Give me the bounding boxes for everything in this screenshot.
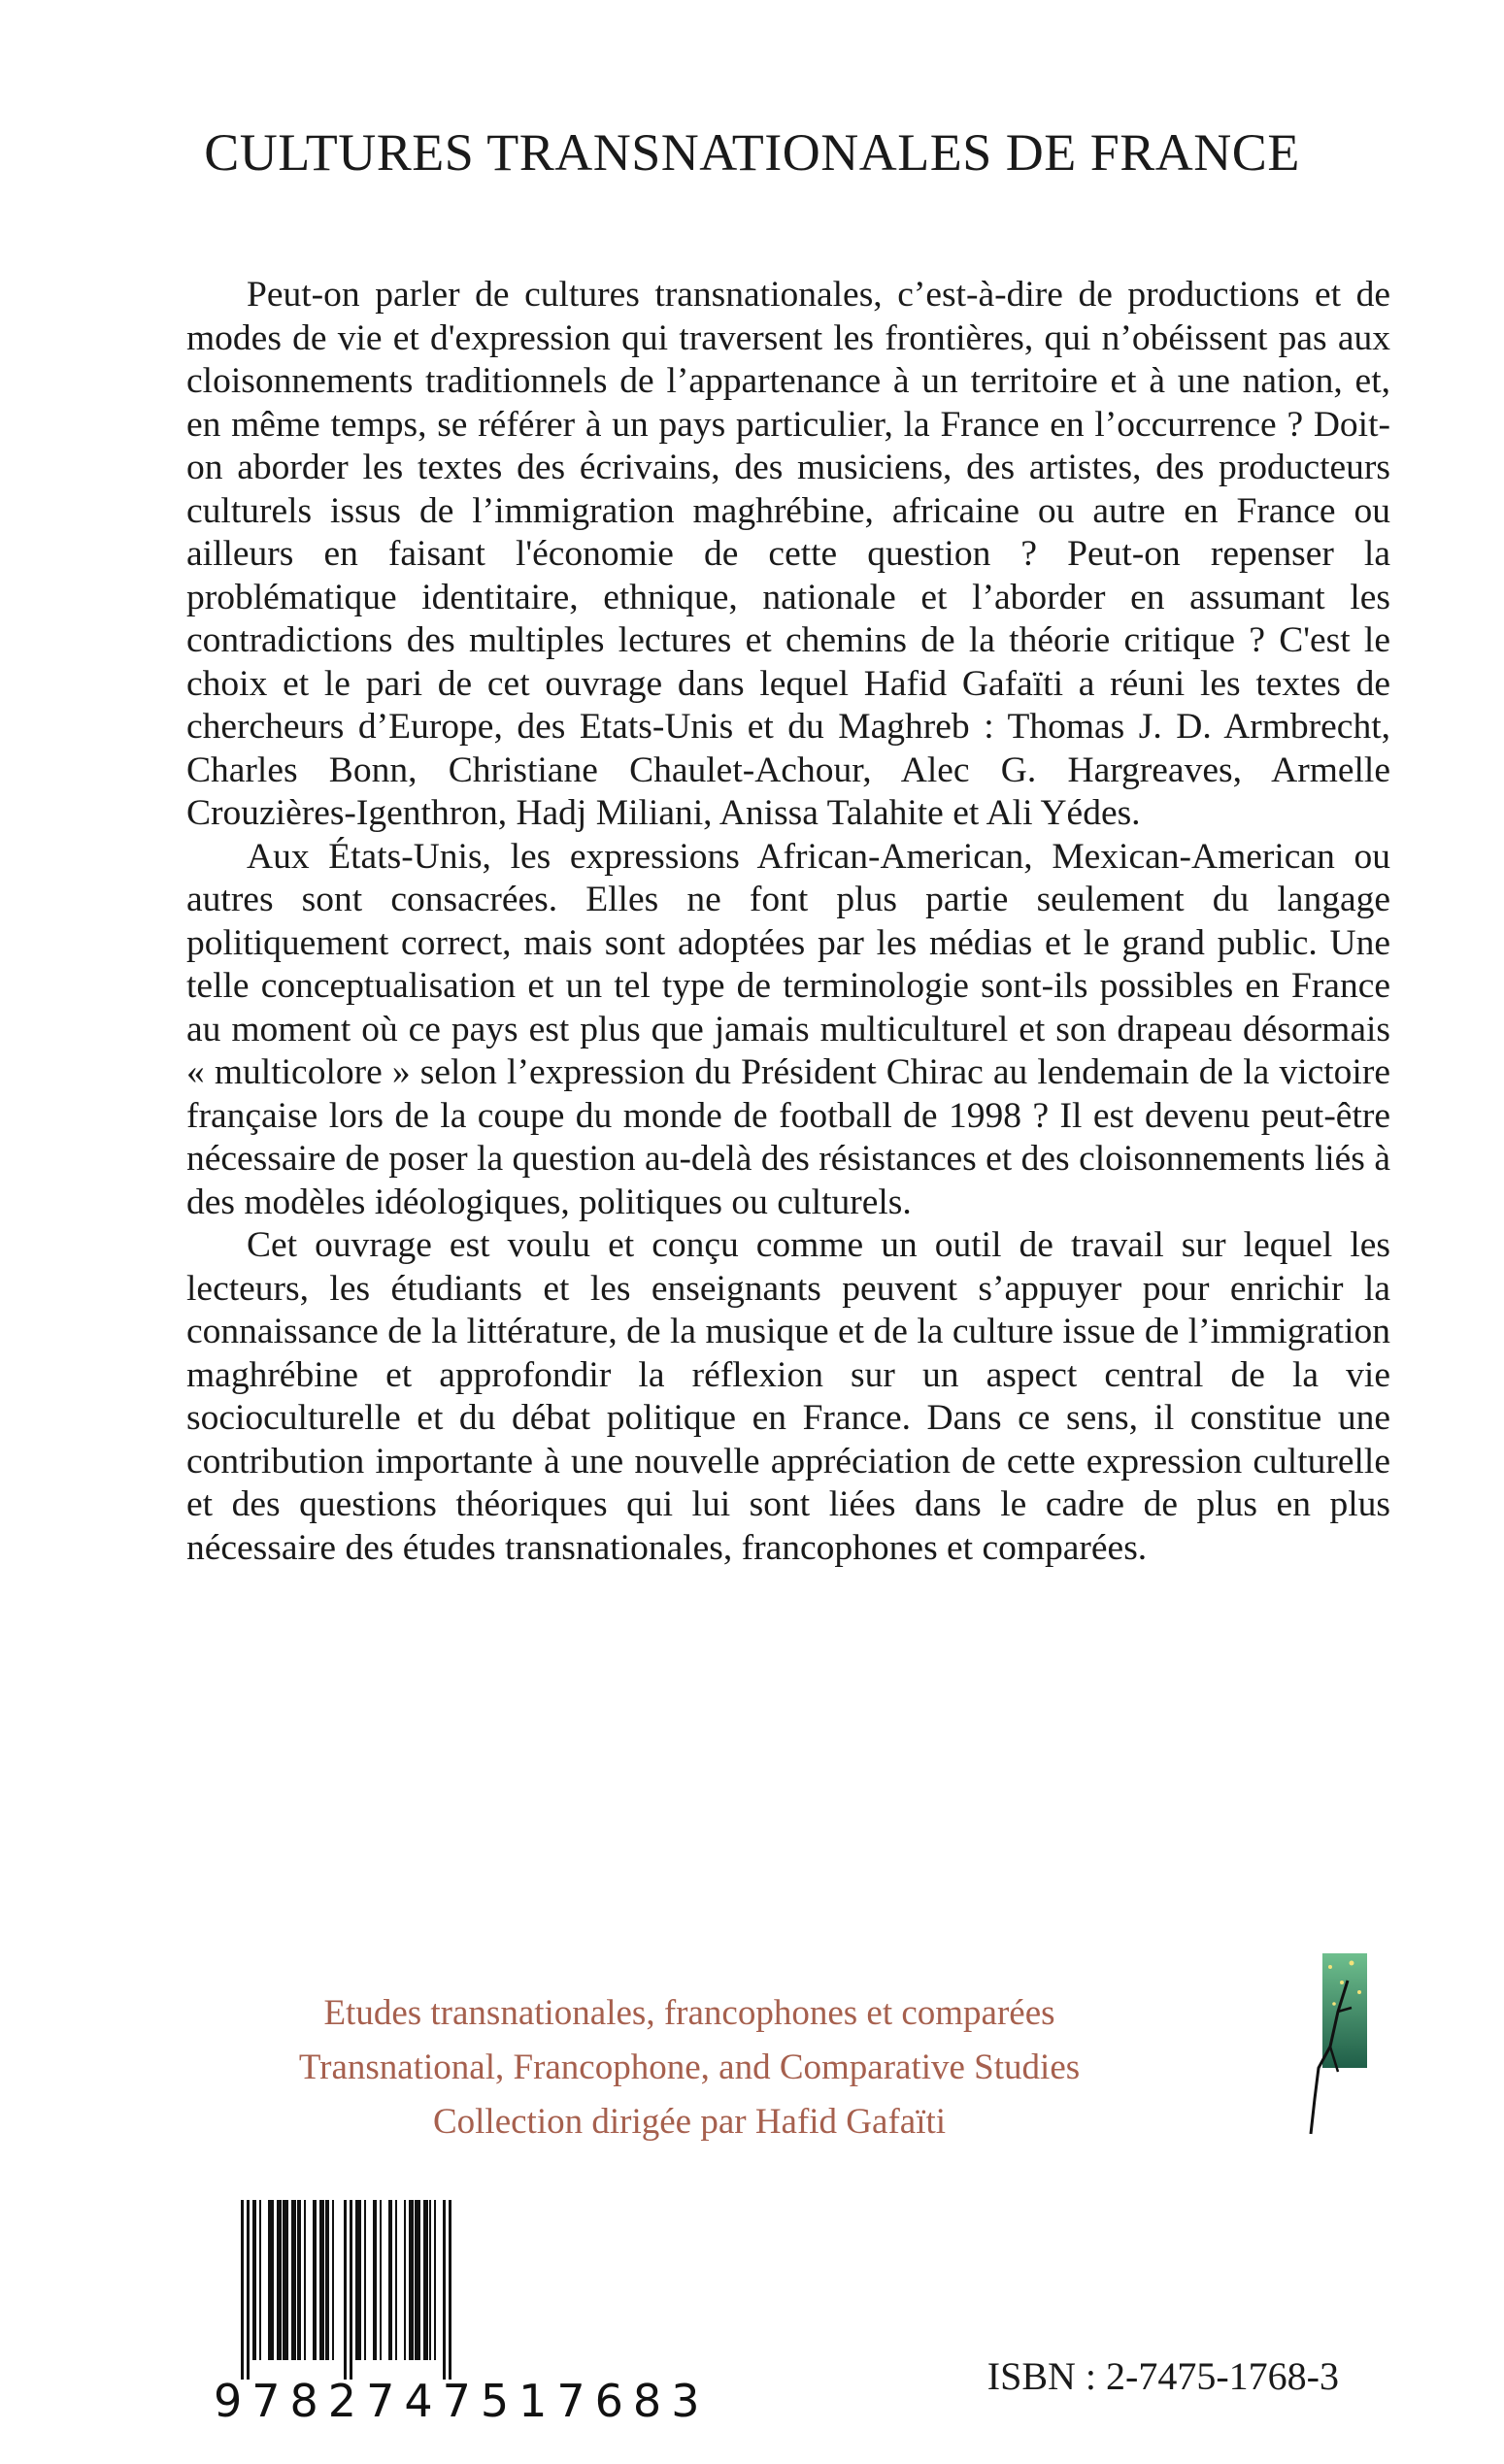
barcode-bar xyxy=(355,2200,361,2360)
barcode-bar xyxy=(350,2200,352,2380)
barcode-bar xyxy=(409,2200,414,2360)
series-info xyxy=(155,1986,1223,2149)
barcode-bar xyxy=(313,2200,317,2360)
barcode-bar xyxy=(380,2200,382,2360)
barcode-bar xyxy=(291,2200,296,2360)
barcode-bar xyxy=(388,2200,392,2360)
barcode-bar xyxy=(395,2200,397,2360)
series-name-en: Transnational, Francophone, and Comparative Studies xyxy=(298,2048,1081,2087)
barcode-bar xyxy=(415,2200,420,2360)
star-figure-logo-icon xyxy=(1309,1953,1367,2138)
barcode-bar xyxy=(443,2200,446,2380)
barcode xyxy=(208,2200,710,2433)
book-title: CULTURES TRANSNATIONALES DE FRANCE xyxy=(204,123,1300,182)
barcode-digits: 9782747517683 xyxy=(214,2375,710,2427)
blurb xyxy=(186,274,1390,1570)
barcode-bar xyxy=(268,2200,274,2360)
barcode-bar xyxy=(259,2200,261,2360)
barcode-bar xyxy=(247,2200,250,2380)
barcode-bar xyxy=(297,2200,301,2360)
series-editor: Collection dirigée par Hafid Gafaïti xyxy=(432,2102,947,2142)
barcode-bar xyxy=(404,2200,406,2360)
barcode-bar xyxy=(364,2200,366,2360)
isbn: ISBN : 2-7475-1768-3 xyxy=(986,2354,1339,2398)
barcode-bar xyxy=(277,2200,282,2360)
barcode-bar xyxy=(429,2200,431,2360)
barcode-bar xyxy=(325,2200,329,2360)
barcode-bar xyxy=(319,2200,324,2360)
barcode-bar xyxy=(373,2200,377,2360)
barcode-bar xyxy=(344,2200,347,2380)
blurb-paragraph-3: Cet ouvrage est voulu et conçu comme un outil de travail sur lequel les lecteurs, les étudiants et les enseignants peuvent s’appuyer pour enrichir la connaissance de la littérature, de la musique et de la culture issue de l’immigration maghrébine et approfondir la réflexion sur un aspect central de la vie socioculturelle et du débat politique en France. Dans ce sens, il constitue une contribution importante à une nouvelle appréciation de cette expression culturelle et des questions théoriques qui lui sont liées dans le cadre de plus en plus nécessaire des études transnationales, francophones et comparées. xyxy=(186,1225,1390,1568)
series-name-fr: Etudes transnationales, francophones et comparées xyxy=(323,1993,1055,2033)
barcode-bar xyxy=(241,2200,244,2380)
barcode-bar xyxy=(252,2200,256,2360)
barcode-bar xyxy=(332,2200,334,2360)
barcode-bar xyxy=(283,2200,288,2360)
barcode-bars xyxy=(208,2200,635,2380)
barcode-bar xyxy=(423,2200,428,2360)
blurb-paragraph-1: Peut-on parler de cultures transnationales, c’est-à-dire de productions et de modes de vie et d'expression qui traversent les frontières, qui n’obéissent pas aux cloisonnements traditionnels de l’appartenance à un territoire et à une nation, et, en même temps, se référer à un pays particulier, la France en l’occurrence ? Doit-on aborder les textes des écrivains, des musiciens, des artistes, des producteurs culturels issus de l’immigration maghrébine, africaine ou autre en France ou ailleurs en faisant l'économie de cette question ? Peut-on repenser la problématique identitaire, ethnique, nationale et l’aborder en assumant les contradictions des multiples lectures et chemins de la théorie critique ? C'est le choix et le pari de cet ouvrage dans lequel Hafid Gafaïti a réuni les textes de chercheurs d’Europe, des Etats-Unis et du Maghreb : Thomas J. D. Armbrecht, Charles Bonn, Christiane Chaulet-Achour, Alec G. Hargreaves, Armelle Crouzières-Igenthron, Hadj Miliani, Anissa Talahite et Ali Yédes. xyxy=(186,275,1390,833)
barcode-bar xyxy=(449,2200,451,2380)
barcode-bar xyxy=(304,2200,306,2360)
barcode-bar xyxy=(434,2200,436,2360)
blurb-paragraph-2: Aux États-Unis, les expressions African-American, Mexican-American ou autres sont consacrées. Elles ne font plus partie seulement du langage politiquement correct, mais sont adoptées par les médias et le grand public. Une telle conceptualisation et un tel type de terminologie sont-ils possibles en France au moment où ce pays est plus que jamais multiculturel et son drapeau désormais « multicolore » selon l’expression du Président Chirac au lendemain de la victoire française lors de la coupe du monde de football de 1998 ? Il est devenu peut-être nécessaire de poser la question au-delà des résistances et des cloisonnements liés à des modèles idéologiques, politiques ou culturels. xyxy=(186,836,1390,1222)
